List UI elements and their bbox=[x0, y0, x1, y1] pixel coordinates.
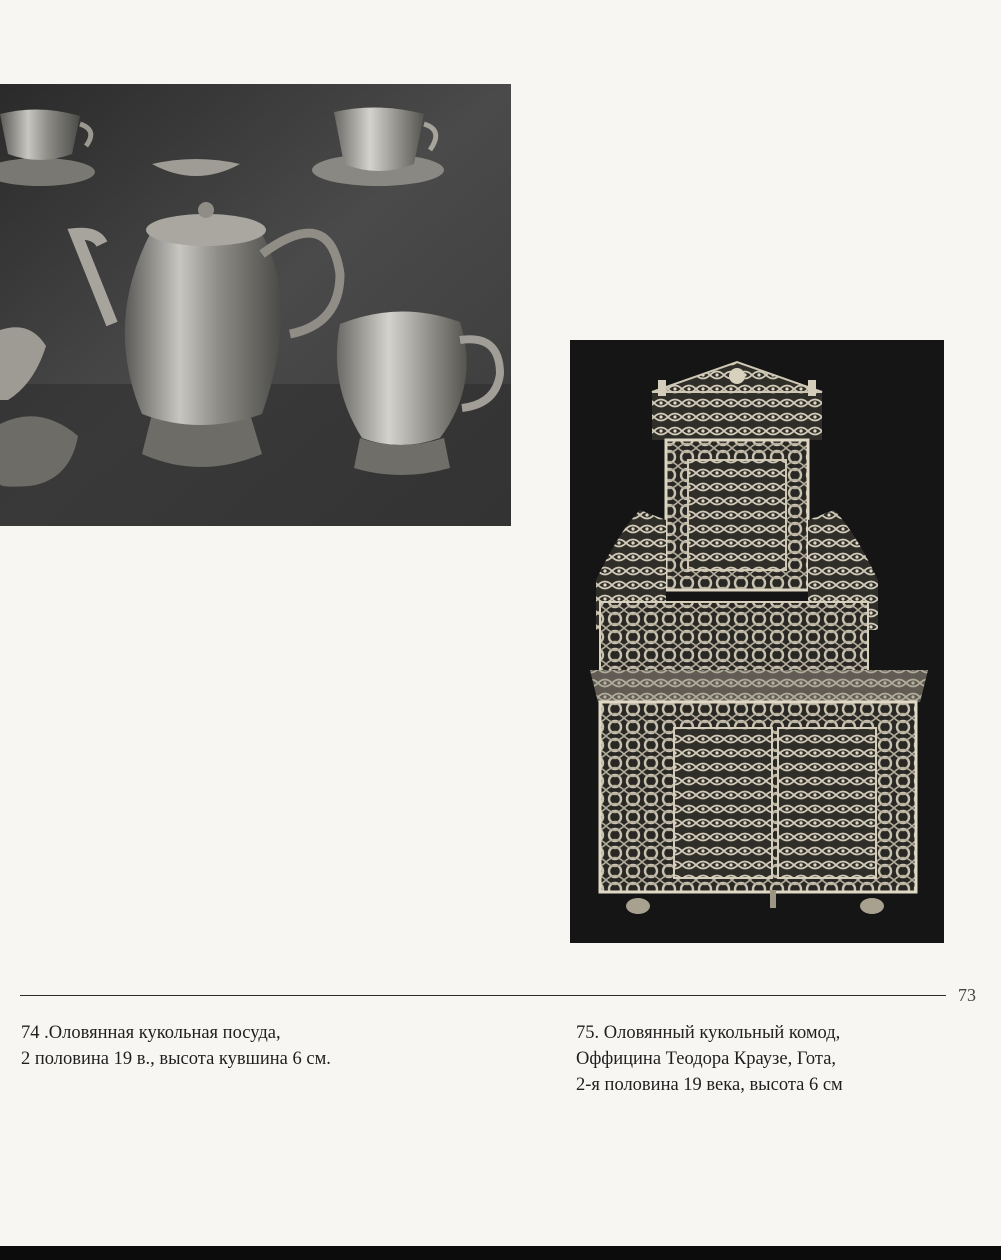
photo-pewter-doll-dresser bbox=[570, 340, 944, 943]
photo-pewter-doll-tableware bbox=[0, 84, 511, 526]
caption-line: 75. Оловянный кукольный комод, bbox=[576, 1023, 841, 1043]
caption-figure-75 bbox=[576, 1020, 843, 1098]
horizontal-rule bbox=[20, 995, 946, 996]
caption-line: 2-я половина 19 века, высота 6 см bbox=[576, 1075, 843, 1095]
caption-line: 74 .Оловянная кукольная посуда, bbox=[21, 1023, 281, 1043]
caption-line: 2 половина 19 в., высота кувшина 6 см. bbox=[21, 1049, 331, 1069]
caption-figure-74 bbox=[21, 1020, 331, 1072]
page-number: 73 bbox=[958, 985, 976, 1005]
caption-line: Оффицина Теодора Краузе, Гота, bbox=[576, 1049, 837, 1069]
scan-edge-band bbox=[0, 1246, 1001, 1260]
